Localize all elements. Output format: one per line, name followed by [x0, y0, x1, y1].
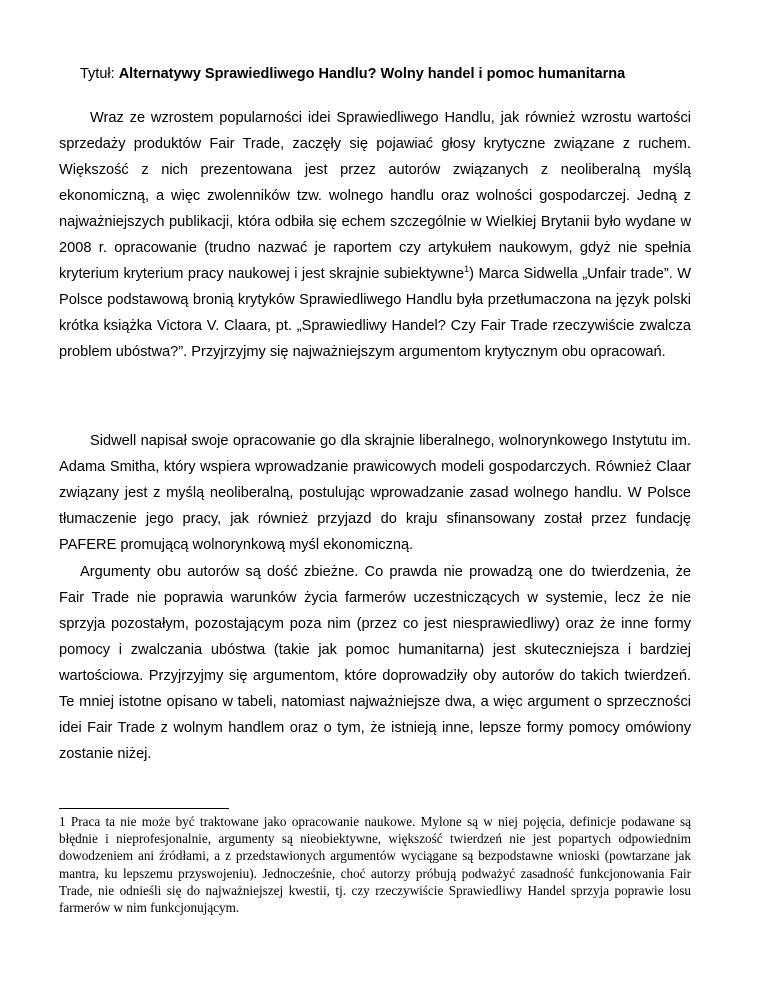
document-title: [80, 66, 700, 82]
footnote: [59, 813, 691, 916]
footnote-number: 1: [59, 814, 66, 829]
paragraph-1-text-b: ) Marca Sidwella „Unfair trade”. W Polsce podstawową bronią krytyków Sprawiedliwego Handlu była przetłumaczona na język polski krótka książka Victora V. Claara, pt. „Sprawiedliwy Handel? Czy Fair Trade rzeczywiście zwalcza problem ubóstwa?”. Przyjrzyjmy się najważniejszym argumentom krytycznym obu opracowań.: [59, 266, 691, 360]
paragraph-1: [59, 105, 691, 365]
title-label: Tytuł:: [80, 66, 115, 82]
footnote-reference[interactable]: 1: [464, 264, 470, 275]
paragraph-3: Argumenty obu autorów są dość zbieżne. Co prawda nie prowadzą one do twierdzenia, że Fair Trade nie poprawia warunków życia farmerów uczestniczących w systemie, lecz że nie sprzyja pozostałym, pozostającym poza nim (przez co jest niesprawiedliwy) oraz że inne formy pomocy i zwalczania ubóstwa (takie jak pomoc humanitarna) jest skuteczniejsza i bardziej wartościowa. Przyjrzyjmy się argumentom, które doprowadziły oby autorów do takich twierdzeń. Te mniej istotne opisano w tabeli, natomiast najważniejsze dwa, a więc argument o sprzeczności idei Fair Trade z wolnym handlem oraz o tym, że istnieją inne, lepsze formy pomocy omówiony zostanie niżej.: [59, 564, 691, 762]
paragraph-2: Sidwell napisał swoje opracowanie go dla skrajnie liberalnego, wolnorynkowego Instytutu im. Adama Smitha, który wspiera wprowadzanie prawicowych modeli gospodarczych. Również Claar związany jest z myślą neoliberalną, postulując wprowadzanie zasad wolnego handlu. W Polsce tłumaczenie jego pracy, jak również przyjazd do kraju sfinansowany został przez fundację PAFERE promującą wolnorynkową myśl ekonomiczną.: [59, 433, 691, 553]
footnote-separator: [59, 808, 229, 809]
paragraph-1-text-a: Wraz ze wzrostem popularności idei Sprawiedliwego Handlu, jak również wzrostu wartości sprzedaży produktów Fair Trade, zaczęły się pojawiać głosy krytyczne związane z ruchem. Większość z nich prezentowana jest przez autorów związanych z neoliberalną myślą ekonomiczną, a więc zwolenników tzw. wolnego handlu oraz wolności gospodarczej. Jedną z najważniejszych publikacji, która odbiła się echem szczególnie w Wielkiej Brytanii było wydane w 2008 r. opracowanie (trudno nazwać je raportem czy artykułem naukowym, gdyż nie spełnia kryterium kryterium pracy naukowej i jest skrajnie subiektywne: [59, 110, 691, 282]
title-text: Alternatywy Sprawiedliwego Handlu? Wolny handel i pomoc humanitarna: [118, 66, 626, 82]
footnote-text: Praca ta nie może być traktowane jako opracowanie naukowe. Mylone są w niej pojęcia, definicje podawane są błędnie i nieprofesjonalnie, argumenty są nieobiektywne, większość twierdzeń nie jest popartych odpowiednim dowodzeniem ani źródłami, a z przedstawionych argumentów wyciągane są bezpodstawne wnioski (powtarzane jak mantra, ku lepszemu przyswojeniu). Jednocześnie, choć autorzy próbują podważyć zasadność funkcjonowania Fair Trade, nie odnieśli się do najważniejszej kwestii, tj. czy rzeczywiście Sprawiedliwy Handel sprzyja poprawie losu farmerów w nim funkcjonującym.: [59, 814, 692, 916]
